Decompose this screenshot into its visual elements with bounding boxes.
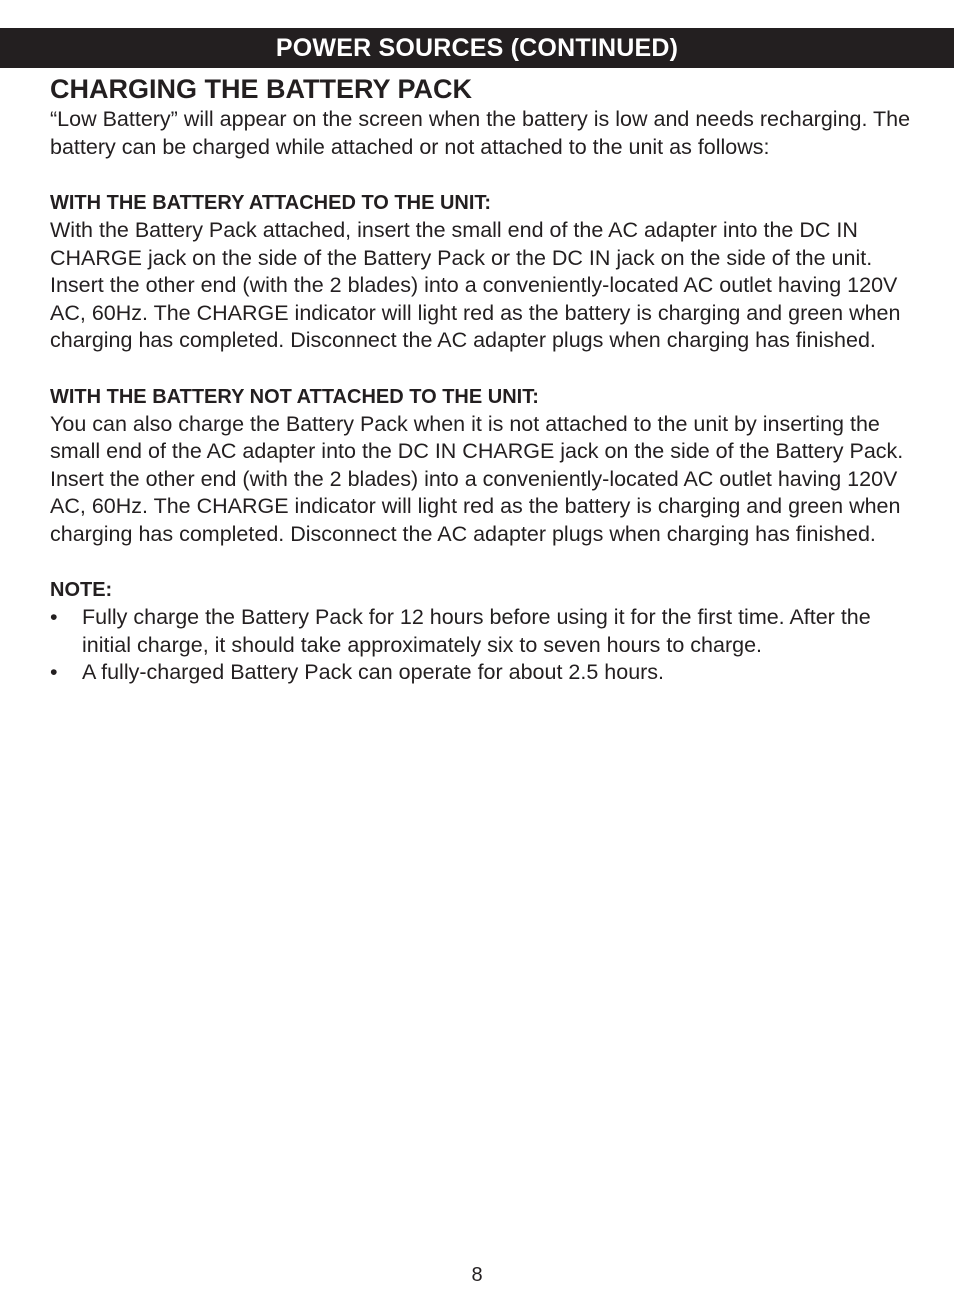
spacer (50, 548, 920, 577)
note-list (50, 604, 920, 687)
spacer (50, 355, 920, 384)
section-header-bar (0, 28, 954, 68)
section-header-title: POWER SOURCES (CONTINUED) (275, 34, 679, 62)
note-item-text: Fully charge the Battery Pack for 12 hours before using it for the first time. After the initial charge, it should take approximately six to seven hours to charge. (82, 605, 871, 657)
note-heading: NOTE: (50, 579, 113, 601)
page-title: CHARGING THE BATTERY PACK (50, 74, 473, 104)
not-attached-heading: WITH THE BATTERY NOT ATTACHED TO THE UNIT: (50, 385, 539, 408)
not-attached-paragraph: You can also charge the Battery Pack when it is not attached to the unit by inserting the small end of the AC adapter into the DC IN CHARGE jack on the side of the Battery Pack. Insert the other end (with the 2 blades) into a conveniently-located AC outlet having 120V AC, 60Hz. The CHARGE indicator will light red as the battery is charging and green when charging has completed. Disconnect the AC adapter plugs when charging has finished. (50, 411, 904, 546)
page-content (50, 72, 920, 687)
page-number: 8 (471, 1264, 483, 1286)
intro-paragraph: “Low Battery” will appear on the screen when the battery is low and needs recharging. The battery can be charged while attached or not attached to the unit as follows: (50, 107, 911, 159)
note-item (50, 659, 920, 687)
note-item (50, 604, 920, 659)
bullet-icon: • (50, 605, 58, 629)
bullet-icon: • (50, 660, 58, 684)
note-item-text: A fully-charged Battery Pack can operate for about 2.5 hours. (82, 660, 665, 684)
spacer (50, 161, 920, 190)
attached-paragraph: With the Battery Pack attached, insert the small end of the AC adapter into the DC IN CHARGE jack on the side of the Battery Pack or the DC IN jack on the side of the unit. Insert the other end (with the 2 blades) into a conveniently-located AC outlet having 120V AC, 60Hz. The CHARGE indicator will light red as the battery is charging and green when charging has completed. Disconnect the AC adapter plugs when charging has finished. (50, 218, 901, 352)
attached-heading: WITH THE BATTERY ATTACHED TO THE UNIT: (50, 192, 492, 214)
